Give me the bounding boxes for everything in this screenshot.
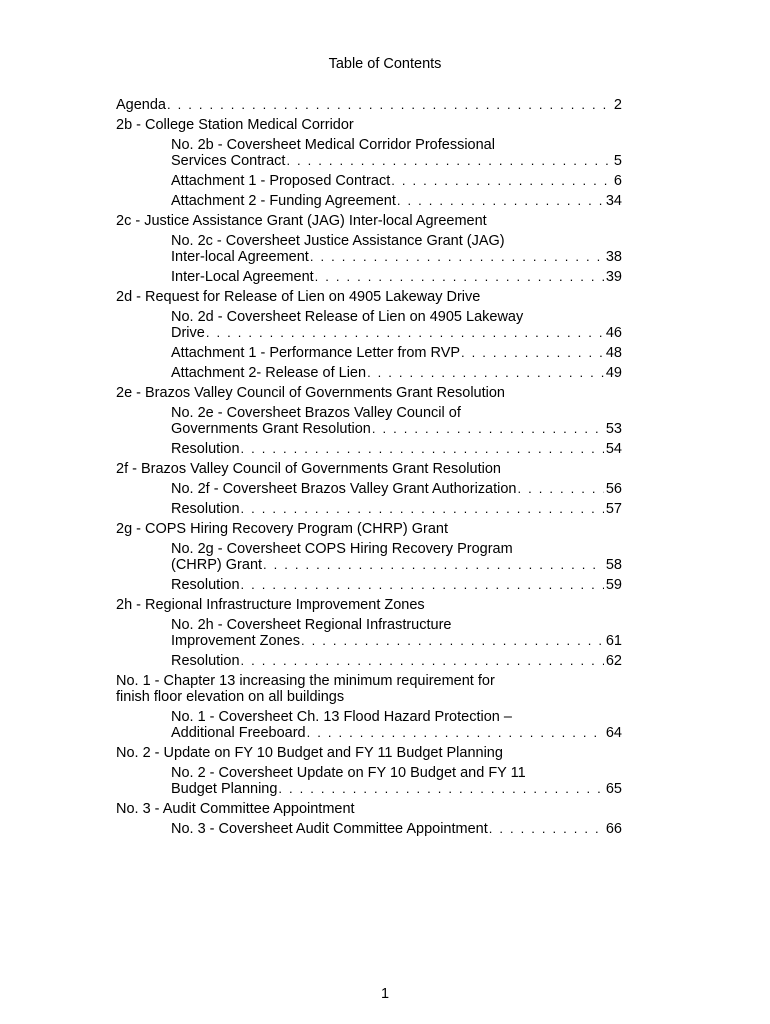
toc-entry-page-number: 64 [605, 725, 622, 741]
toc-entry-page-number: 48 [605, 345, 622, 361]
toc-entry-title-line: No. 2d - Coversheet Release of Lien on 4905 Lakeway [171, 309, 524, 325]
dot-leader [263, 557, 604, 573]
dot-leader [278, 781, 603, 797]
toc-entry-page-number: 34 [605, 193, 622, 209]
toc-section-heading: 2e - Brazos Valley Council of Governments Grant Resolution [116, 385, 505, 401]
toc-entry[interactable] [116, 365, 622, 381]
toc-entry-page-number: 6 [613, 173, 622, 189]
toc-entry-page-number: 58 [605, 557, 622, 573]
toc-entry-page-number: 54 [605, 441, 622, 457]
toc-entry-page-number: 61 [605, 633, 622, 649]
toc-entry[interactable] [116, 633, 622, 649]
dot-leader [167, 97, 612, 113]
toc-section-heading: No. 3 - Audit Committee Appointment [116, 801, 355, 817]
toc-entry-title: Attachment 1 - Performance Letter from RVP [171, 345, 461, 361]
toc-entry-page-number: 53 [605, 421, 622, 437]
toc-entry-title: No. 3 - Coversheet Audit Committee Appointment [171, 821, 488, 837]
toc-entry-page-number: 57 [605, 501, 622, 517]
dot-leader [307, 725, 604, 741]
toc-entry-title: Budget Planning [171, 781, 278, 797]
toc-entry-title: Governments Grant Resolution [171, 421, 371, 437]
dot-leader [241, 501, 604, 517]
toc-entry[interactable] [116, 441, 622, 457]
toc-entry-page-number: 59 [605, 577, 622, 593]
toc-entry[interactable] [116, 249, 622, 265]
toc-section-heading: 2g - COPS Hiring Recovery Program (CHRP) Grant [116, 521, 448, 537]
toc-entry-title: (CHRP) Grant [171, 557, 263, 573]
toc-entry-title: Resolution [171, 441, 240, 457]
toc-entry[interactable] [116, 325, 622, 341]
dot-leader [286, 153, 611, 169]
dot-leader [241, 653, 604, 669]
dot-leader [397, 193, 604, 209]
toc-entry[interactable] [116, 557, 622, 573]
toc-entry[interactable] [116, 421, 622, 437]
dot-leader [461, 345, 604, 361]
toc-entry[interactable] [116, 173, 622, 189]
toc-entry[interactable] [116, 269, 622, 285]
toc-entry-title-line: No. 2c - Coversheet Justice Assistance Grant (JAG) [171, 233, 505, 249]
toc-entry[interactable] [116, 577, 622, 593]
toc-section-heading: finish floor elevation on all buildings [116, 689, 345, 705]
toc-entry[interactable] [116, 653, 622, 669]
toc-entry-page-number: 38 [605, 249, 622, 265]
toc-entry-title: Attachment 1 - Proposed Contract [171, 173, 391, 189]
table-of-contents [116, 97, 622, 841]
toc-entry-title-line: No. 2 - Coversheet Update on FY 10 Budget and FY 11 [171, 765, 526, 781]
toc-entry-page-number: 62 [605, 653, 622, 669]
toc-entry[interactable] [116, 153, 622, 169]
dot-leader [367, 365, 604, 381]
toc-entry-title: Drive [171, 325, 205, 341]
toc-entry[interactable] [116, 193, 622, 209]
toc-entry-page-number: 5 [613, 153, 622, 169]
toc-entry[interactable] [116, 345, 622, 361]
toc-entry[interactable] [116, 781, 622, 797]
dot-leader [372, 421, 604, 437]
toc-entry-page-number: 65 [605, 781, 622, 797]
page-number: 1 [380, 986, 390, 1002]
toc-entry-title: Resolution [171, 653, 240, 669]
toc-entry-title: Improvement Zones [171, 633, 300, 649]
toc-entry-page-number: 49 [605, 365, 622, 381]
page-title: Table of Contents [328, 56, 442, 72]
toc-entry-title-line: No. 1 - Coversheet Ch. 13 Flood Hazard Protection – [171, 709, 512, 725]
toc-entry-title: No. 2f - Coversheet Brazos Valley Grant Authorization [171, 481, 517, 497]
toc-section-heading: 2c - Justice Assistance Grant (JAG) Inter-local Agreement [116, 213, 487, 229]
toc-entry[interactable] [116, 501, 622, 517]
toc-section-heading: 2d - Request for Release of Lien on 4905 Lakeway Drive [116, 289, 481, 305]
toc-entry-title: Resolution [171, 501, 240, 517]
toc-entry[interactable] [116, 481, 622, 497]
toc-entry-title-line: No. 2b - Coversheet Medical Corridor Professional [171, 137, 495, 153]
toc-entry-title: Services Contract [171, 153, 286, 169]
toc-section-heading: No. 1 - Chapter 13 increasing the minimum requirement for [116, 673, 495, 689]
toc-entry-title: Attachment 2 - Funding Agreement [171, 193, 396, 209]
toc-entry-title-line: No. 2h - Coversheet Regional Infrastructure [171, 617, 452, 633]
dot-leader [301, 633, 604, 649]
toc-entry[interactable] [116, 725, 622, 741]
toc-entry-page-number: 46 [605, 325, 622, 341]
toc-entry-title-line: No. 2e - Coversheet Brazos Valley Council of [171, 405, 461, 421]
dot-leader [489, 821, 604, 837]
toc-section-heading: No. 2 - Update on FY 10 Budget and FY 11 Budget Planning [116, 745, 503, 761]
toc-entry-page-number: 66 [605, 821, 622, 837]
dot-leader [310, 249, 604, 265]
dot-leader [241, 441, 604, 457]
toc-section-heading: 2b - College Station Medical Corridor [116, 117, 354, 133]
dot-leader [241, 577, 604, 593]
toc-entry-page-number: 56 [605, 481, 622, 497]
toc-entry[interactable] [116, 821, 622, 837]
toc-entry-title: Additional Freeboard [171, 725, 306, 741]
toc-entry-title: Inter-local Agreement [171, 249, 309, 265]
toc-entry-title: Resolution [171, 577, 240, 593]
dot-leader [517, 481, 603, 497]
toc-section-heading: 2f - Brazos Valley Council of Governments Grant Resolution [116, 461, 501, 477]
dot-leader [206, 325, 604, 341]
toc-entry[interactable] [116, 97, 622, 113]
dot-leader [391, 173, 612, 189]
dot-leader [315, 269, 604, 285]
toc-entry-title-line: No. 2g - Coversheet COPS Hiring Recovery Program [171, 541, 513, 557]
toc-entry-title: Attachment 2- Release of Lien [171, 365, 367, 381]
toc-entry-title: Inter-Local Agreement [171, 269, 314, 285]
toc-entry-page-number: 2 [613, 97, 622, 113]
toc-entry-page-number: 39 [605, 269, 622, 285]
toc-entry-title: Agenda [116, 97, 166, 113]
toc-section-heading: 2h - Regional Infrastructure Improvement Zones [116, 597, 425, 613]
